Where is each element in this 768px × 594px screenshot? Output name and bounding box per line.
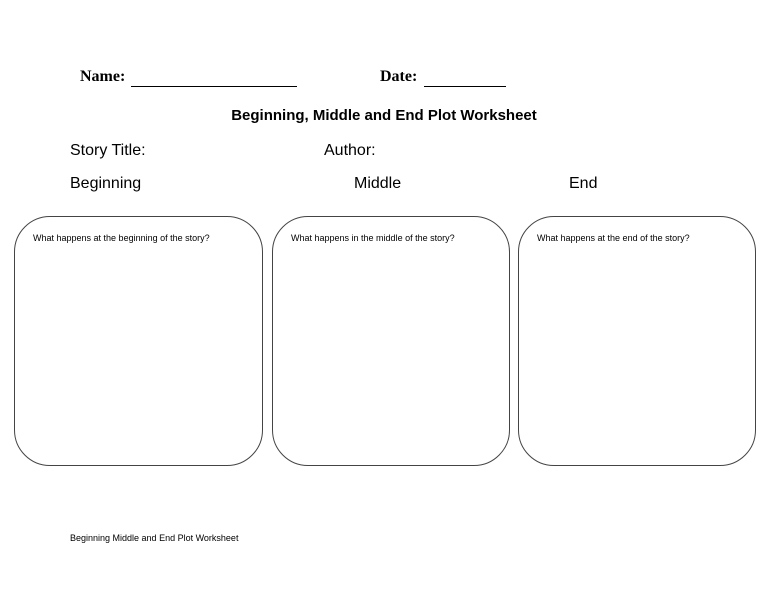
end-box[interactable] — [518, 216, 756, 466]
end-heading: End — [569, 175, 598, 192]
middle-heading: Middle — [354, 175, 402, 192]
footer-caption: Beginning Middle and End Plot Worksheet — [70, 533, 239, 543]
middle-prompt: What happens in the middle of the story? — [291, 233, 455, 243]
name-label: Name: — [80, 68, 126, 85]
beginning-prompt: What happens at the beginning of the story? — [33, 233, 210, 243]
name-field[interactable] — [131, 86, 297, 87]
story-title-label: Story Title: — [70, 142, 146, 159]
date-field[interactable] — [424, 86, 506, 87]
date-label: Date: — [380, 68, 418, 85]
end-prompt: What happens at the end of the story? — [537, 233, 690, 243]
beginning-box[interactable] — [14, 216, 263, 466]
middle-box[interactable] — [272, 216, 510, 466]
author-label: Author: — [324, 142, 376, 159]
beginning-heading: Beginning — [70, 175, 142, 192]
worksheet-title: Beginning, Middle and End Plot Worksheet — [231, 107, 537, 124]
